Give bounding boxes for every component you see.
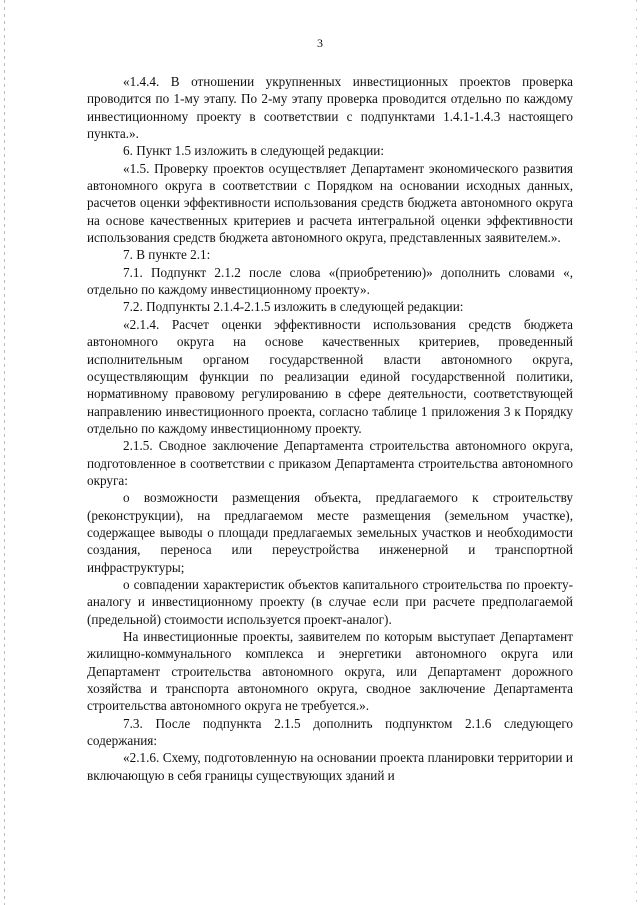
paragraph-7-3: 7.3. После подпункта 2.1.5 дополнить подпунктом 2.1.6 следующего содержания: bbox=[87, 715, 573, 749]
paragraph-placement-possibility: о возможности размещения объекта, предлагаемого к строительству (реконструкции), на предлагаемом месте размещения (земельном участке), содержащее выводы о площади предлагаемых земельных участков и необходимости создания, переноса или переустройства инженерной и транспортной инфраструктуры; bbox=[87, 490, 573, 575]
paragraph-exemptions: На инвестиционные проекты, заявителем по которым выступает Департамент жилищно-коммунального комплекса и энергетики автономного округа или Департамент строительства автономного округа, или Департамент дорожного хозяйства и транспорта автономного округа, сводное заключение Департамента строительства автономного округа не требуется.». bbox=[87, 629, 573, 714]
document-body bbox=[87, 73, 573, 784]
paragraph-2-1-4: «2.1.4. Расчет оценки эффективности использования средств бюджета автономного округа на основе качественных критериев, проведенный исполнительным органом государственной власти автономного округа, осуществляющим функции по реализации единой государственной политики, нормативному правовому регулированию в сфере деятельности, соответствующей направлению инвестиционного проекта, согласно таблице 1 приложения 3 к Порядку отдельно по каждому инвестиционному проекту. bbox=[87, 316, 573, 436]
paragraph-2-1-5: 2.1.5. Сводное заключение Департамента строительства автономного округа, подготовленное в соответствии с приказом Департамента строительства автономного округа: bbox=[87, 438, 573, 488]
paragraph-item-6: 6. Пункт 1.5 изложить в следующей редакции: bbox=[123, 143, 385, 159]
scan-edge-left bbox=[4, 0, 5, 905]
paragraph-1-4-4: «1.4.4. В отношении укрупненных инвестиционных проектов проверка проводится по 1-му этапу. По 2-му этапу проверка проводится отдельно по каждому инвестиционному проекту в соответствии с подпунктами 1.4.1-1.4.3 настоящего пункта.». bbox=[87, 74, 573, 142]
paragraph-7-1: 7.1. Подпункт 2.1.2 после слова «(приобретению)» дополнить словами «, отдельно по каждому инвестиционному проекту». bbox=[87, 264, 573, 298]
paragraph-1-5: «1.5. Проверку проектов осуществляет Департамент экономического развития автономного округа в соответствии с Порядком на основании исходных данных, расчетов оценки эффективности использования средств бюджета автономного округа на основе качественных критериев и расчета интегральной оценки эффективности использования средств бюджета автономного округа, представленных заявителем.». bbox=[87, 160, 573, 246]
scan-edge-right bbox=[636, 0, 637, 905]
paragraph-item-7: 7. В пункте 2.1: bbox=[123, 247, 211, 263]
paragraph-analog-match: о совпадении характеристик объектов капитального строительства по проекту-аналогу и инвестиционному проекту (в случае если при расчете предполагаемой (предельной) стоимости используется проект-аналог). bbox=[87, 576, 573, 627]
paragraph-7-2: 7.2. Подпункты 2.1.4-2.1.5 изложить в следующей редакции: bbox=[123, 299, 464, 315]
page-number: 3 bbox=[317, 36, 323, 50]
paragraph-2-1-6: «2.1.6. Схему, подготовленную на основании проекта планировки территории и включающую в себя границы существующих зданий и bbox=[87, 750, 573, 783]
